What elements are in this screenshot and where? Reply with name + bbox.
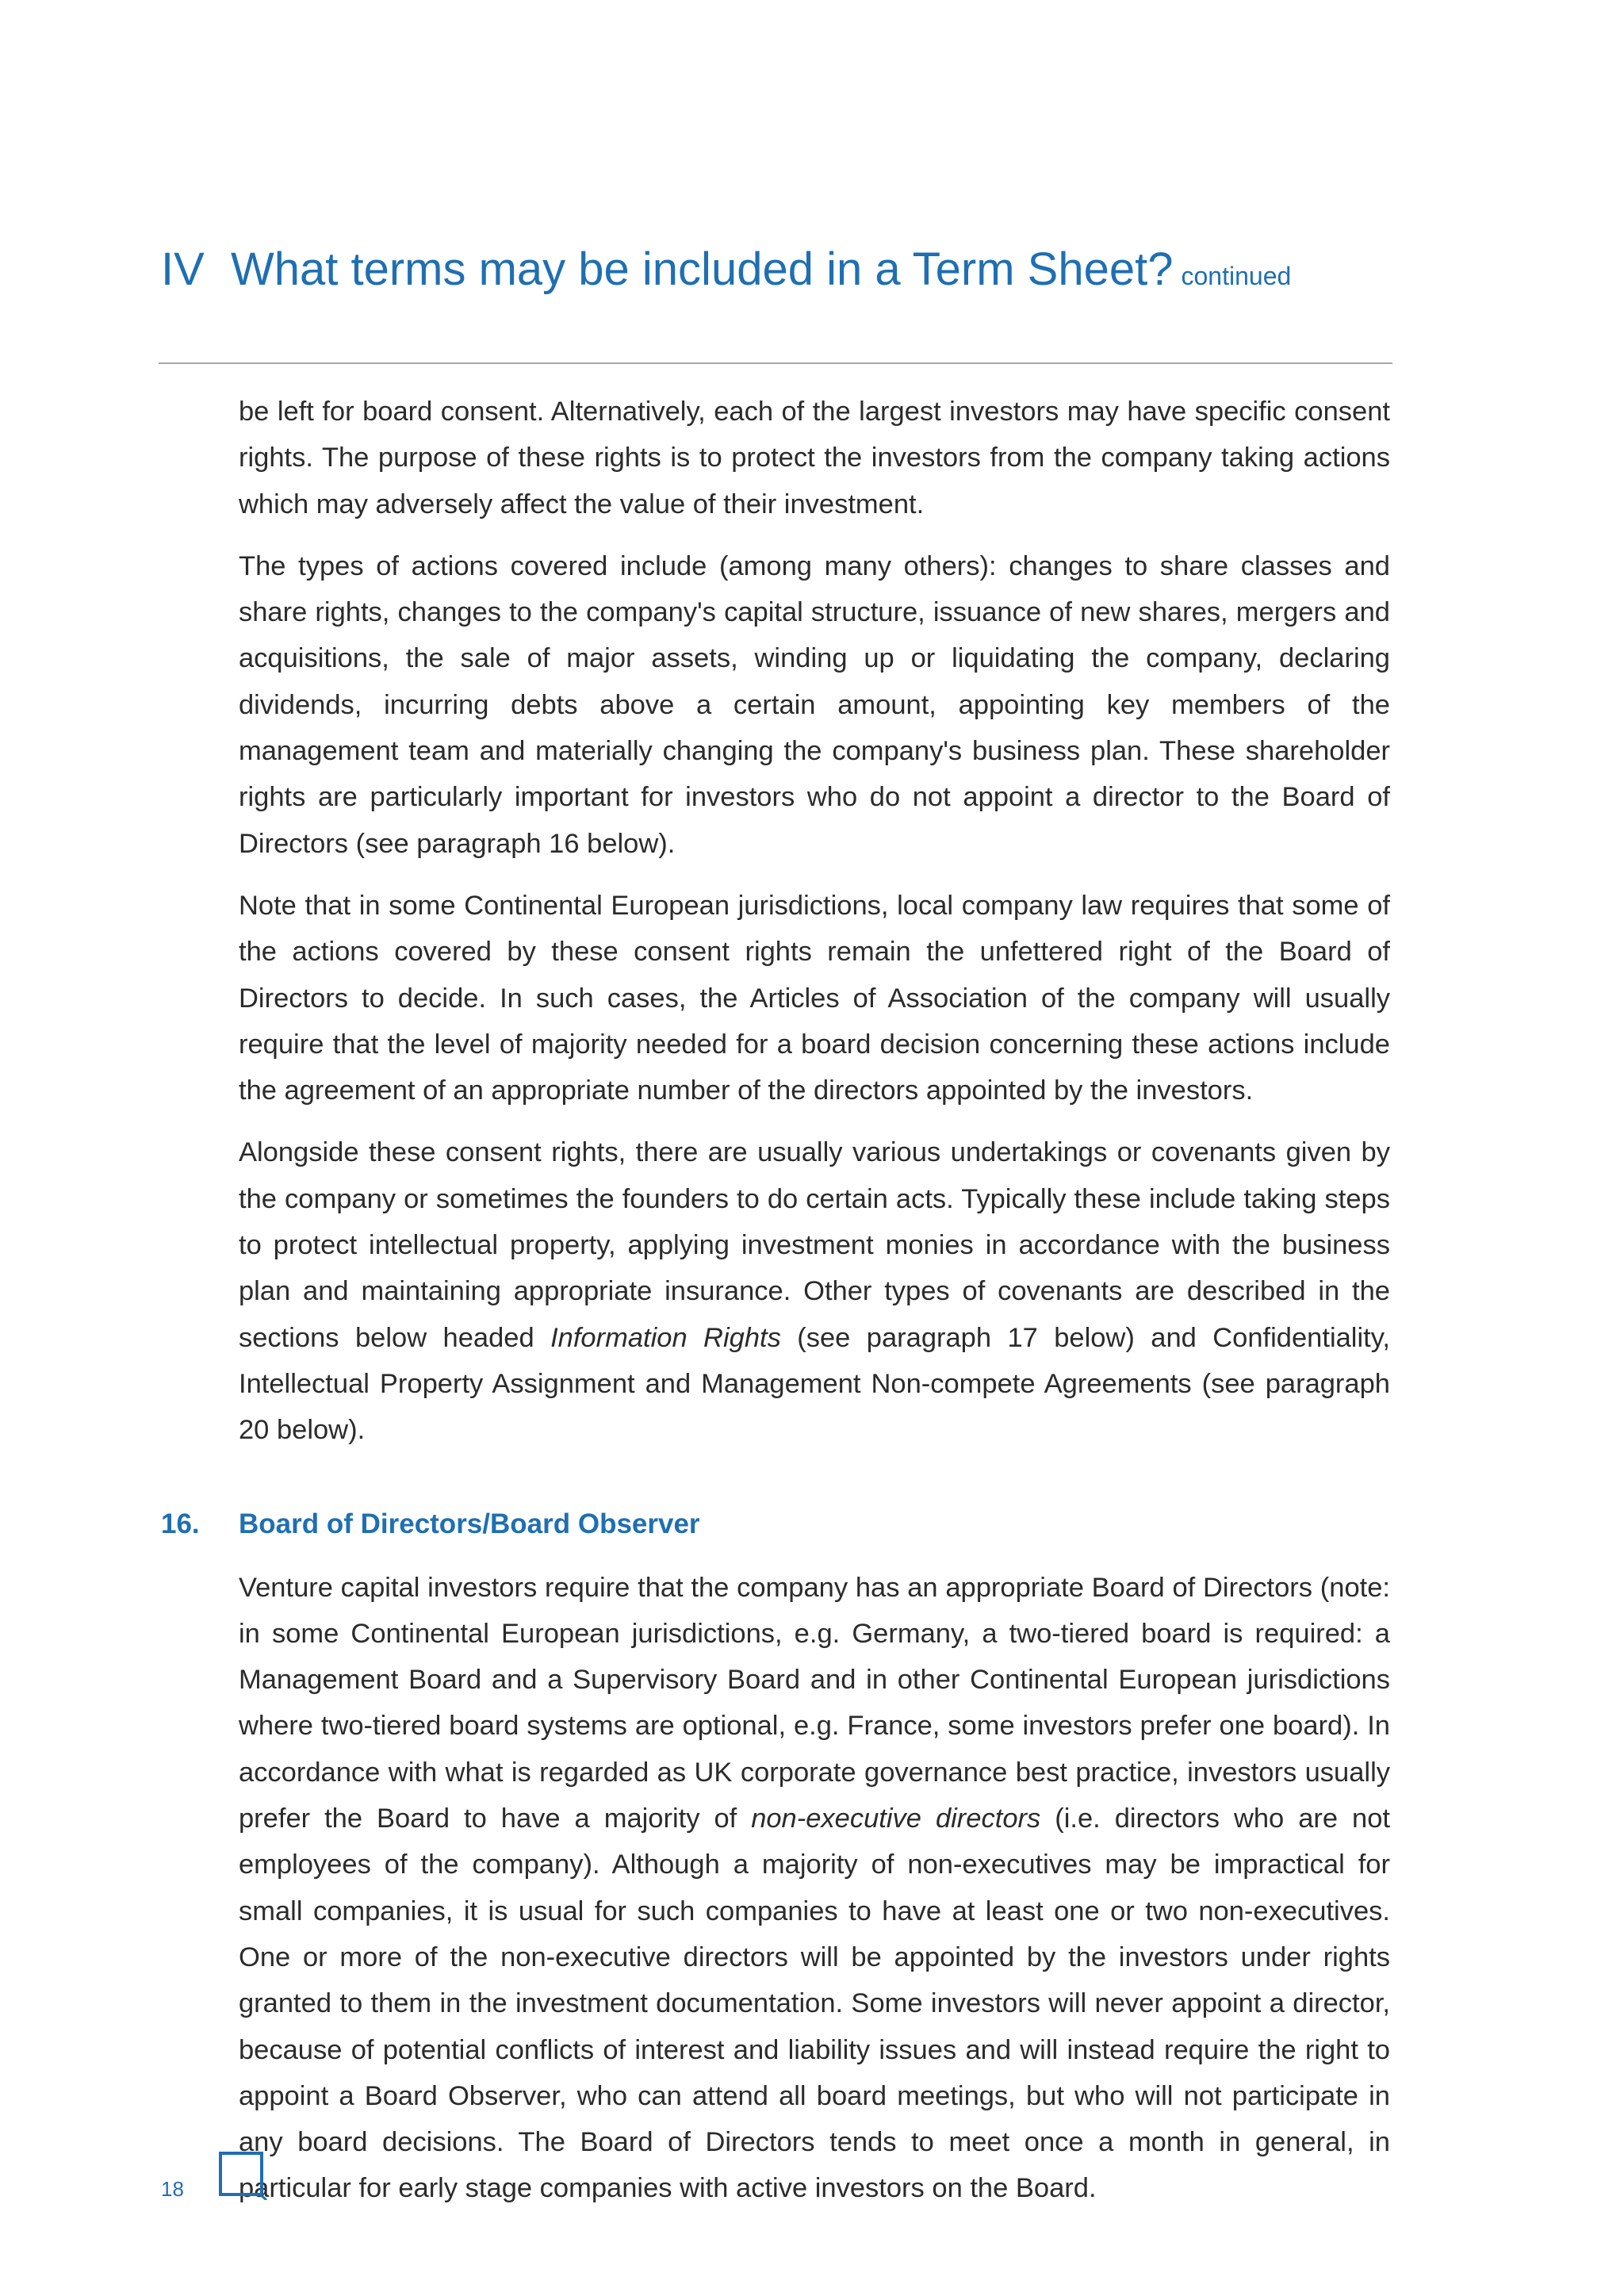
square-logo-icon: [218, 2151, 267, 2200]
chapter-numeral: IV: [161, 243, 205, 295]
board-text-end: (i.e. directors who are not employees of the company). Although a majority of non-executives may be impractical for small companies, it is usual for such companies to have at least one or two non-executives. One or more of the non-executive directors will be appointed by the investors under rights granted to them in the investment documentation. Some investors will never appoint a director, because of potential conflicts of interest and liability issues and will instead require the right to appoint a Board Observer, who can attend all board meetings, but who will not participate in any board decisions. The Board of Directors tends to meet once a month in general, in particular for early stage companies with active investors on the Board.: [239, 1803, 1390, 2204]
paragraph-types-of-actions: The types of actions covered include (among many others): changes to share classes and share rights, changes to the company's capital structure, issuance of new shares, mergers and acquisitions, the sale of major assets, winding up or liquidating the company, declaring dividends, incurring debts above a certain amount, appointing key members of the management team and materially changing the company's business plan. These shareholder rights are particularly important for investors who do not appoint a director to the Board of Directors (see paragraph 16 below).: [239, 550, 1390, 859]
board-italic-term: non-executive directors: [751, 1803, 1041, 1834]
covenants-text-end: (see paragraph 17 below) and Confidentiality, Intellectual Property Assignment and Management Non-compete Agreements (see paragraph 20 below).: [239, 1322, 1390, 1446]
paragraph-continental-jurisdictions: Note that in some Continental European jurisdictions, local company law requires that some of the actions covered by these consent rights remain the unfettered right of the Board of Directors to decide. In such cases, the Articles of Association of the company will usually require that the level of majority needed for a board decision concerning these actions include the agreement of an appropriate number of the directors appointed by the investors.: [239, 890, 1390, 1106]
paragraph-consent-rights: be left for board consent. Alternatively, each of the largest investors may have specific consent rights. The purpose of these rights is to protect the investors from the company taking actions which may adversely affect the value of their investment.: [239, 397, 1390, 519]
section-number: 16.: [161, 1508, 200, 1539]
section-title: Board of Directors/Board Observer: [239, 1508, 700, 1539]
page-header: [161, 238, 1390, 308]
chapter-title: What terms may be included in a Term Sheet?: [231, 243, 1174, 295]
covenants-italic-term: Information Rights: [550, 1322, 781, 1353]
paragraph-covenants: [239, 1129, 1390, 1453]
header-divider: [159, 362, 1392, 364]
board-text-start: Venture capital investors require that the company has an appropriate Board of Directors (note: in some Continental European jurisdictions, e.g. Germany, a two-tiered board is required: a Management Board and a Supervisory Board and in other Continental European jurisdictions where two-tiered board systems are optional, e.g. France, some investors prefer one board). In accordance with what is regarded as UK corporate governance best practice, investors usually prefer the Board to have a majority of: [239, 1572, 1390, 1834]
page-number: 18: [161, 2177, 184, 2201]
section-heading-16: [161, 1501, 1390, 1547]
paragraph-board-of-directors: [239, 1565, 1390, 2212]
covenants-text-start: Alongside these consent rights, there are usually various undertakings or covenants given by the company or sometimes the founders to do certain acts. Typically these include taking steps to protect intellectual property, applying investment monies in accordance with the business plan and maintaining appropriate insurance. Other types of covenants are described in the sections below headed: [239, 1137, 1390, 1353]
continued-label: continued: [1181, 262, 1292, 290]
